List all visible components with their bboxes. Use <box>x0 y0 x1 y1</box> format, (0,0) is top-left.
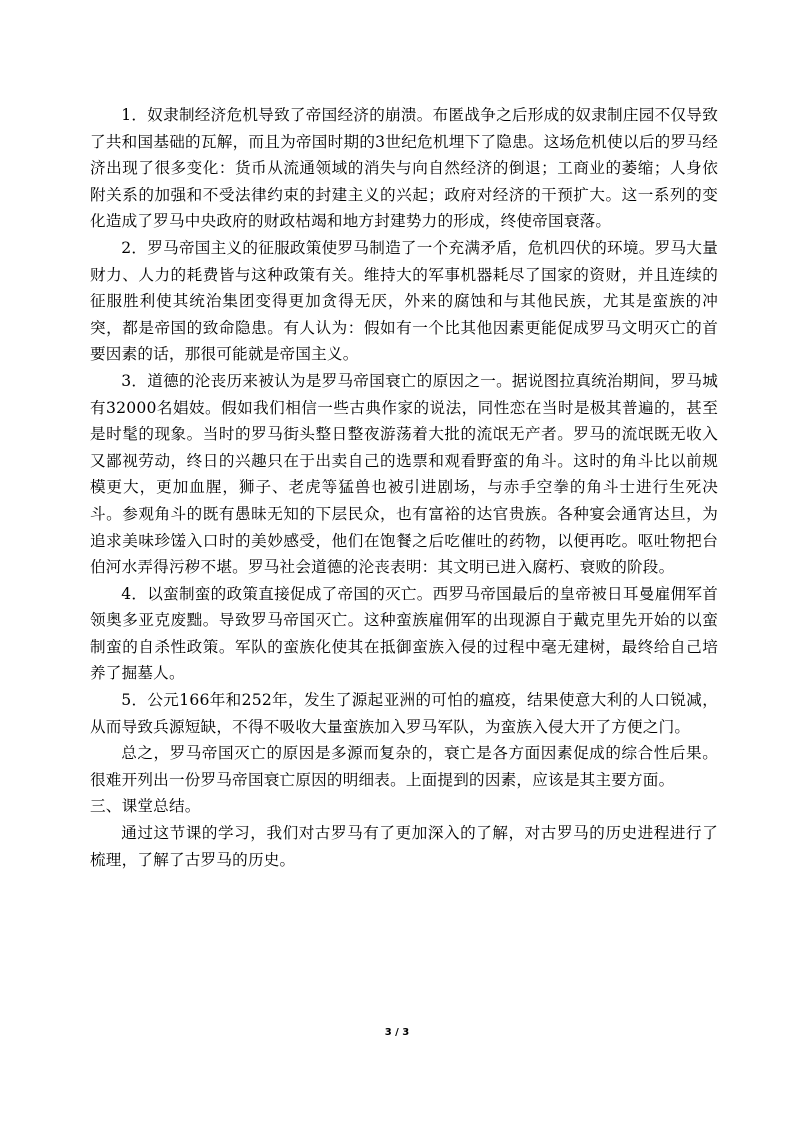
paragraph-imperialism: 2．罗马帝国主义的征服政策使罗马制造了一个充满矛盾，危机四伏的环境。罗马大量财力、人力的耗费皆与这种政策有关。维持大的军事机器耗尽了国家的资财，并且连续的征服胜利使其统治集团变得更加贪得无厌，外来的腐蚀和与其他民族，尤其是蛮族的冲突，都是帝国的致命隐患。有人认为：假如有一个比其他因素更能促成罗马文明灭亡的首要因素的话，那很可能就是帝国主义。 <box>90 238 718 364</box>
section-heading: 三、课堂总结。 <box>90 797 201 816</box>
page-number: 3 / 3 <box>384 1027 410 1038</box>
paragraph-plague: 5．公元166年和252年，发生了源起亚洲的可怕的瘟疫，结果使意大利的人口锐减，从而导致兵源短缺，不得不吸收大量蛮族加入罗马军队，为蛮族入侵大开了方便之门。 <box>90 691 718 736</box>
document-body <box>90 102 718 873</box>
paragraph-moral-decline: 3．道德的沦丧历来被认为是罗马帝国衰亡的原因之一。据说图拉真统治期间，罗马城有32000名娼妓。假如我们相信一些古典作家的说法，同性恋在当时是极其普遍的，甚至是时髦的现象。当时的罗马街头整日整夜游荡着大批的流氓无产者。罗马的流氓既无收入又鄙视劳动，终日的兴趣只在于出卖自己的选票和观看野蛮的角斗。这时的角斗比以前规模更大，更加血腥，狮子、老虎等猛兽也被引进剧场，与赤手空拳的角斗士进行生死决斗。参观角斗的既有愚昧无知的下层民众，也有富裕的达官贵族。各种宴会通宵达旦，为追求美味珍馐入口时的美妙感受，他们在饱餐之后吃催吐的药物，以便再吃。呕吐物把台伯河水弄得污秽不堪。罗马社会道德的沦丧表明：其文明已进入腐朽、衰败的阶段。 <box>90 371 718 577</box>
paragraph-summary: 通过这节课的学习，我们对古罗马有了更加深入的了解，对古罗马的历史进程进行了梳理，了解了古罗马的历史。 <box>90 824 718 869</box>
paragraph-economic-crisis: 1．奴隶制经济危机导致了帝国经济的崩溃。布匿战争之后形成的奴隶制庄园不仅导致了共和国基础的瓦解，而且为帝国时期的3世纪危机埋下了隐患。这场危机使以后的罗马经济出现了很多变化：货币从流通领域的消失与向自然经济的倒退；工商业的萎缩；人身依附关系的加强和不受法律约束的封建主义的兴起；政府对经济的干预扩大。这一系列的变化造成了罗马中央政府的财政枯竭和地方封建势力的形成，终使帝国衰落。 <box>90 106 718 231</box>
paragraph-barbarian-policy: 4．以蛮制蛮的政策直接促成了帝国的灭亡。西罗马帝国最后的皇帝被日耳曼雇佣军首领奥多亚克废黜。导致罗马帝国灭亡。这种蛮族雇佣军的出现源自于戴克里先开始的以蛮制蛮的自杀性政策。军队的蛮族化使其在抵御蛮族入侵的过程中毫无建树，最终给自己培养了掘墓人。 <box>90 584 718 683</box>
paragraph-conclusion: 总之，罗马帝国灭亡的原因是多源而复杂的，衰亡是各方面因素促成的综合性后果。很难开列出一份罗马帝国衰亡原因的明细表。上面提到的因素，应该是其主要方面。 <box>90 744 718 789</box>
